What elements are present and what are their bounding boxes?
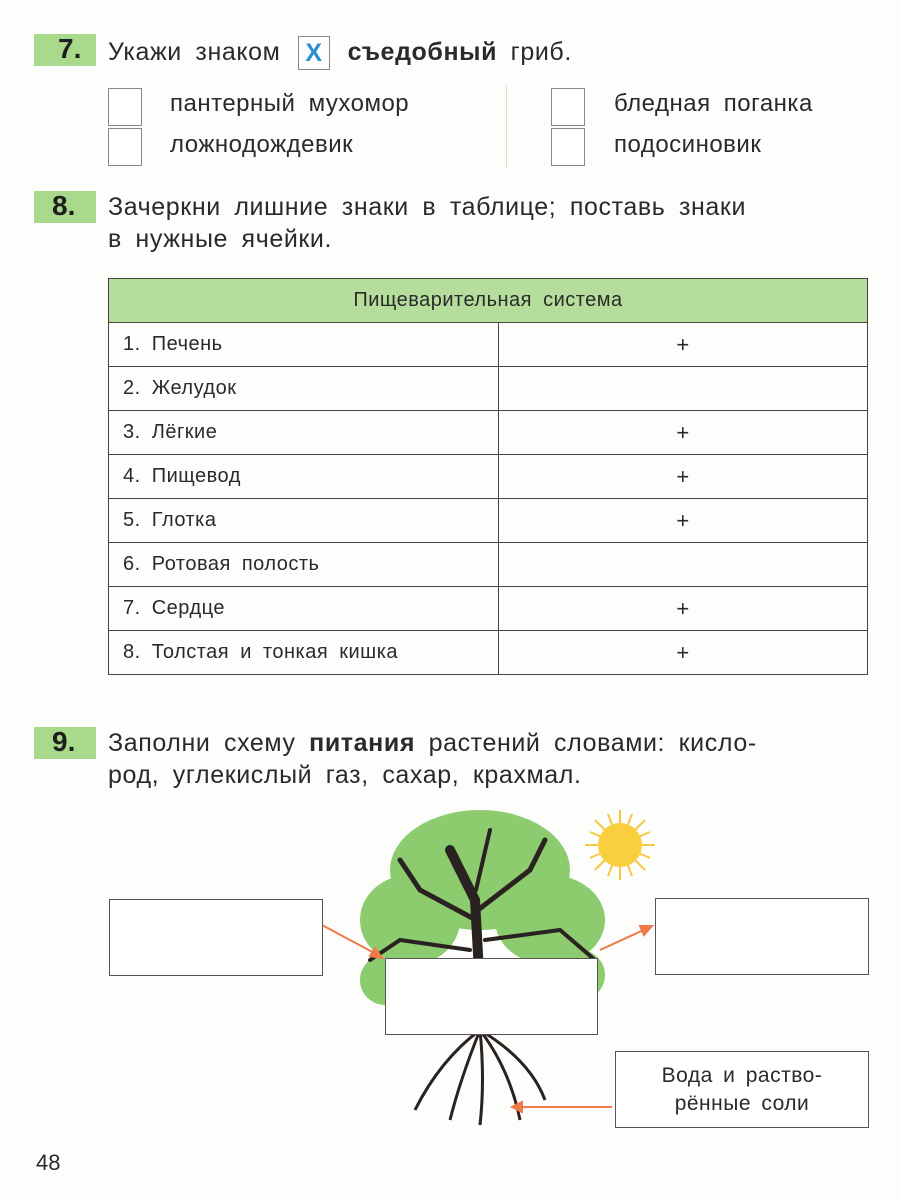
x-mark-icon: X — [298, 36, 330, 70]
option-label: бледная поганка — [614, 90, 813, 117]
row-label: 2. Желудок — [109, 367, 499, 411]
instruction-text: Укажи знаком — [108, 38, 281, 66]
checkbox-option-3[interactable] — [551, 88, 585, 126]
roots-box-line-2: рённые соли — [674, 1092, 810, 1115]
task-7-number: 7. — [58, 33, 82, 64]
roots-box — [615, 1051, 869, 1128]
page-number: 48 — [36, 1150, 61, 1175]
row-mark-cell[interactable]: + — [499, 323, 868, 367]
row-mark-cell[interactable] — [499, 543, 868, 587]
checkbox-option-4[interactable] — [551, 128, 585, 166]
table-row — [109, 631, 868, 675]
row-mark-cell[interactable] — [499, 367, 868, 411]
instruction-text: Заполни схему — [108, 729, 296, 757]
instruction-bold: съедобный — [347, 38, 498, 66]
table-row — [109, 323, 868, 367]
row-mark-cell[interactable]: + — [499, 631, 868, 675]
row-mark-cell[interactable]: + — [499, 587, 868, 631]
task-9-line-1 — [108, 727, 757, 760]
answer-box-left[interactable] — [109, 899, 323, 976]
row-label: 3. Лёгкие — [109, 411, 499, 455]
task-8-number: 8. — [52, 190, 76, 221]
task-9-number: 9. — [52, 726, 76, 757]
task-8-line-1: Зачеркни лишние знаки в таблице; поставь знаки — [108, 193, 747, 221]
table-header: Пищеварительная система — [109, 279, 868, 323]
table-row — [109, 367, 868, 411]
divider — [506, 86, 507, 168]
answer-box-right[interactable] — [655, 898, 869, 975]
row-mark-cell[interactable]: + — [499, 455, 868, 499]
option-label: ложнодождевик — [170, 131, 354, 158]
checkbox-option-1[interactable] — [108, 88, 142, 126]
instruction-bold: питания — [309, 729, 416, 757]
row-label: 4. Пищевод — [109, 455, 499, 499]
digestive-system-table — [108, 278, 868, 675]
checkbox-option-2[interactable] — [108, 128, 142, 166]
instruction-text: растений словами: кисло- — [428, 729, 757, 757]
answer-box-center[interactable] — [385, 958, 598, 1035]
row-label: 8. Толстая и тонкая кишка — [109, 631, 499, 675]
instruction-text: гриб. — [510, 38, 572, 66]
option-label: пантерный мухомор — [170, 90, 410, 117]
task-9-line-2: род, углекислый газ, сахар, крахмал. — [108, 761, 582, 789]
row-label: 6. Ротовая полость — [109, 543, 499, 587]
sun-icon — [585, 810, 655, 880]
row-mark-cell[interactable]: + — [499, 499, 868, 543]
table-row — [109, 499, 868, 543]
table-row — [109, 455, 868, 499]
row-mark-cell[interactable]: + — [499, 411, 868, 455]
row-label: 7. Сердце — [109, 587, 499, 631]
table-row — [109, 543, 868, 587]
task-8-line-2: в нужные ячейки. — [108, 225, 333, 253]
task-7-instruction — [108, 36, 572, 70]
row-label: 5. Глотка — [109, 499, 499, 543]
roots-box-line-1: Вода и раство- — [661, 1064, 823, 1087]
table-row — [109, 411, 868, 455]
table-row — [109, 587, 868, 631]
option-label: подосиновик — [614, 131, 762, 158]
row-label: 1. Печень — [109, 323, 499, 367]
